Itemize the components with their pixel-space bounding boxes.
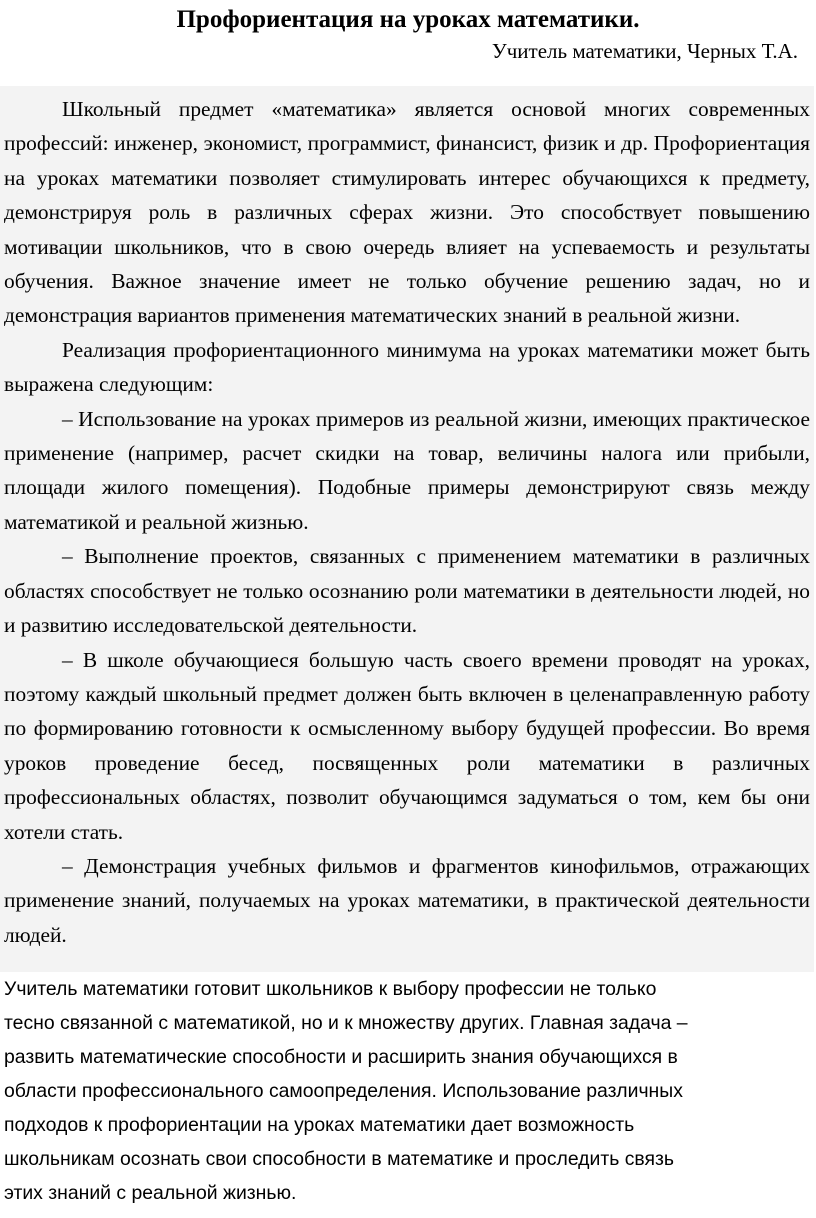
body-text bbox=[4, 92, 810, 952]
closing-paragraph bbox=[4, 972, 784, 1210]
closing-line: Учитель математики готовит школьников к выбору профессии не только bbox=[4, 978, 657, 1000]
closing-line: школьникам осознать свои способности в математике и проследить связь bbox=[4, 1148, 674, 1170]
closing-line: этих знаний с реальной жизнью. bbox=[4, 1182, 297, 1204]
closing-line: развить математические способности и расширить знания обучающихся в bbox=[4, 1046, 678, 1068]
list-item-real-life-examples: – Использование на уроках примеров из реальной жизни, имеющих практическое применение (например, расчет скидки на товар, величины налога или прибыли, площади жилого помещения). Подобные примеры демонстрируют связь между математикой и реальной жизнью. bbox=[4, 406, 810, 534]
main-text-block bbox=[0, 86, 814, 972]
page-title: Профориентация на уроках математики. bbox=[176, 6, 640, 33]
closing-line: области профессионального самоопределения. Использование различных bbox=[4, 1080, 683, 1102]
list-item-films: – Демонстрация учебных фильмов и фрагментов кинофильмов, отражающих применение знаний, получаемых на уроках математики, в практической деятельности людей. bbox=[4, 853, 810, 947]
closing-line: тесно связанной с математикой, но и к множеству других. Главная задача – bbox=[4, 1012, 688, 1034]
paragraph-intro: Школьный предмет «математика» является основой многих современных профессий: инженер, экономист, программист, финансист, физик и др. Профориентация на уроках математики позволяет стимулировать интерес обучающихся к предмету, демонстрируя роль в различных сферах жизни. Это способствует повышению мотивации школьников, что в свою очередь влияет на успеваемость и результаты обучения. Важное значение имеет не только обучение решению задач, но и демонстрация вариантов применения математических знаний в реальной жизни. bbox=[4, 97, 810, 328]
author-line: Учитель математики, Черных Т.А. bbox=[491, 39, 798, 63]
closing-line: подходов к профориентации на уроках математики дает возможность bbox=[4, 1114, 635, 1136]
list-item-projects: – Выполнение проектов, связанных с применением математики в различных областях способствует не только осознанию роли математики в деятельности людей, но и развитию исследовательской деятельности. bbox=[4, 544, 810, 638]
list-item-school-lessons: – В школе обучающиеся большую часть своего времени проводят на уроках, поэтому каждый школьный предмет должен быть включен в целенаправленную работу по формированию готовности к осмысленному выбору будущей профессии. Во время уроков проведение бесед, посвященных роли математики в различных профессиональных областях, позволит обучающимся задуматься о том, кем бы они хотели стать. bbox=[4, 647, 810, 844]
paragraph-minimum: Реализация профориентационного минимума на уроках математики может быть выражена следующим: bbox=[4, 337, 810, 397]
